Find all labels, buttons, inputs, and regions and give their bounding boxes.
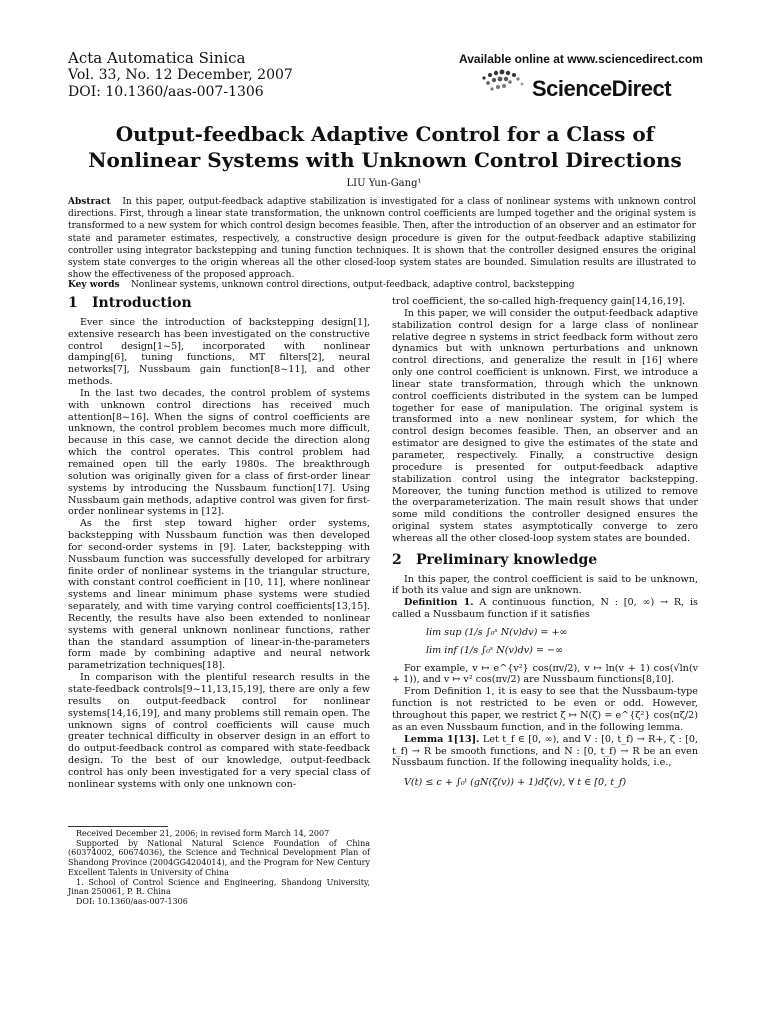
abstract [68,196,696,281]
available-online-link[interactable]: Available online at www.sciencedirect.com [459,52,703,66]
right-column [392,296,698,789]
footnote-rule [68,826,168,827]
abstract-label: Abstract [68,197,111,207]
journal-name: Acta Automatica Sinica [68,49,246,67]
abstract-text: In this paper, output-feedback adaptive stabilization is investigated for a class of nonlinear systems with unknown control directions. First, through a linear state transformation, the unknown control coefficients are lumped together and the original system is transformed to a new system for which control design becomes feasible. Then, after the introduction of an observer and an estimator for state and parameter estimates, respectively, a constructive design procedure is given for the output-feedback adaptive stabilizing controller using integrator backstepping and tuning function techniques. It is shown that the controller designed ensures the original system state converges to the origin whereas all the other closed-loop system states are bounded. Simulation results are illustrated to show the effectiveness of the proposed approach. [68,197,696,281]
paragraph: For example, v ↦ e^{v²} cos(πv/2), v ↦ ln(v + 1) cos(√ln(v + 1)), and v ↦ v² cos(πv/2) are Nussbaum functions[8,10]. [392,662,698,686]
journal-header [68,50,293,101]
equation-line: lim inf (1/s ∫₀ˢ N(v)dv) = −∞ [426,644,564,656]
definition-label: Definition 1. [404,597,474,609]
definition [392,597,698,621]
author: LIU Yun-Gang¹ [346,178,422,189]
sciencedirect-wordmark: ScienceDirect [532,76,672,101]
footnote: 1. School of Control Science and Engineering, Shandong University, Jinan 250061, P. R. China [68,877,370,897]
paper-title [40,121,730,173]
title-line-1: Output-feedback Adaptive Control for a Class of [115,122,655,146]
footnote: Received December 21, 2006; in revised form March 14, 2007 [76,829,330,838]
keywords-label: Key words [68,280,120,290]
volume-line: Vol. 33, No. 12 December, 2007 [68,67,293,83]
paragraph: Ever since the introduction of backstepping design[1], extensive research has been investigated on the constructive control design[1~5], incorporated with nonlinear damping[6], tuning functions, MT filters[2], neural networks[7], Nussbaum gain function[8~11], and other methods. [68,316,370,388]
equation-line: lim sup (1/s ∫₀ˢ N(v)dv) = +∞ [426,626,568,638]
lemma-label: Lemma 1[13]. [404,733,480,745]
section-heading-introduction: 1 Introduction [68,295,192,311]
paragraph: trol coefficient, the so-called high-frequency gain[14,16,19]. [392,296,686,307]
title-line-2: Nonlinear Systems with Unknown Control Directions [88,148,682,172]
definition-text: A continuous function, N : [0, ∞) → R, is called a Nussbaum function if it satisfies [392,597,698,621]
doi-line: DOI: 10.1360/aas-007-1306 [68,84,264,100]
equation-nussbaum [392,621,698,663]
lemma [392,734,698,770]
lemma-text: Let t_f ∈ [0, ∞), and V : [0, t_f) → R+, ζ : [0, t_f) → R be smooth functions, and N : [0, t_f) → R be an even Nussbaum function. If the following inequality holds, i.e., [392,733,698,769]
section-heading-preliminary: 2 Preliminary knowledge [392,551,598,568]
footnote: DOI: 10.1360/aas-007-1306 [76,896,188,906]
footnote: Supported by National Natural Science Foundation of China (60374002, 60674036), the Science and Technical Development Plan of Shandong Province (2004GG4204014), and the Program for New Century Excellent Talents in University of China [68,838,370,877]
paragraph: In comparison with the plentiful research results in the state-feedback controls[9~11,13,15,19], there are only a few results on output-feedback control for nonlinear systems[14,16,19], and many problems still remain open. The unknown signs of control coefficients will cause much greater technical difficulty in observer design in an effort to do output-feedback control as compared with state-feedback design. To the best of our knowledge, output-feedback control has only been investigated for a very special class of nonlinear systems with only one unknown con- [68,672,370,790]
paragraph: In the last two decades, the control problem of systems with unknown control directions has received much attention[8~16]. When the signs of control coefficients are unknown, the control problem becomes much more difficult, because in this case, we cannot decide the direction along which the control operates. This control problem had remained open till the early 1980s. The breakthrough solution was originally given for a class of first-order linear systems by introducing the Nussbaum function[17]. Using Nussbaum gain methods, adaptive control was given for first-order nonlinear systems in [12]. [68,387,370,518]
footnotes [68,826,370,907]
paragraph: In this paper, the control coefficient is said to be unknown, if both its value and sign are unknown. [392,573,698,597]
keywords-text: Nonlinear systems, unknown control directions, output-feedback, adaptive control, backstepping [131,280,575,290]
left-column [68,296,370,791]
paragraph: From Definition 1, it is easy to see that the Nussbaum-type function is not restricted to be even or odd. However, throughout this paper, we restrict ζ ↦ N(ζ) = e^{ζ²} cos(πζ/2) as an even Nussbaum function, and in the following lemma. [392,686,698,733]
sciencedirect-logo-icon [478,68,530,98]
paragraph: In this paper, we will consider the output-feedback adaptive stabilization control design for a large class of nonlinear relative degree n systems in strict feedback form without zero dynamics but with unknown perturbations and unknown control directions, and generalize the result in [16] where only one control coefficient is unknown. First, we introduce a linear state transformation, through which the unknown control coefficients distributed in the system can be lumped together for ease of manipulation. The original system is transformed into a new nonlinear system, for which the control design becomes feasible. Then, an observer and an estimator are designed to give the estimates of the state and parameter, respectively. Finally, a constructive design procedure is presented for output-feedback adaptive stabilization control using the integrator backstepping. Moreover, the tuning function method is utilized to remove the overparameterization. The main result shows that under some mild conditions the controller designed ensures the original system states asymptotically converge to zero whereas all the other closed-loop system states are bounded. [392,307,698,544]
equation-lemma: V(t) ≤ c + ∫₀ᵗ (gN(ζ(v)) + 1)dζ(v), ∀ t ∈ [0, t_f) [404,777,627,789]
keywords [68,280,696,290]
paragraph: As the first step toward higher order systems, backstepping with Nussbaum function was then developed for second-order systems in [9]. Later, backstepping with Nussbaum function was successfully developed for arbitrary finite order of nonlinear systems in the triangular structure, with constant control coefficient in [10, 11], where nonlinear systems and linear minimum phase systems were studied separately, and with time varying control coefficients[13,15]. Recently, the results have also been extended to nonlinear systems with general unknown nonlinear functions, rather than the standard assumption of linear-in-the-parameters form made by combining adaptive and neural network parametrization techniques[18]. [68,518,370,672]
